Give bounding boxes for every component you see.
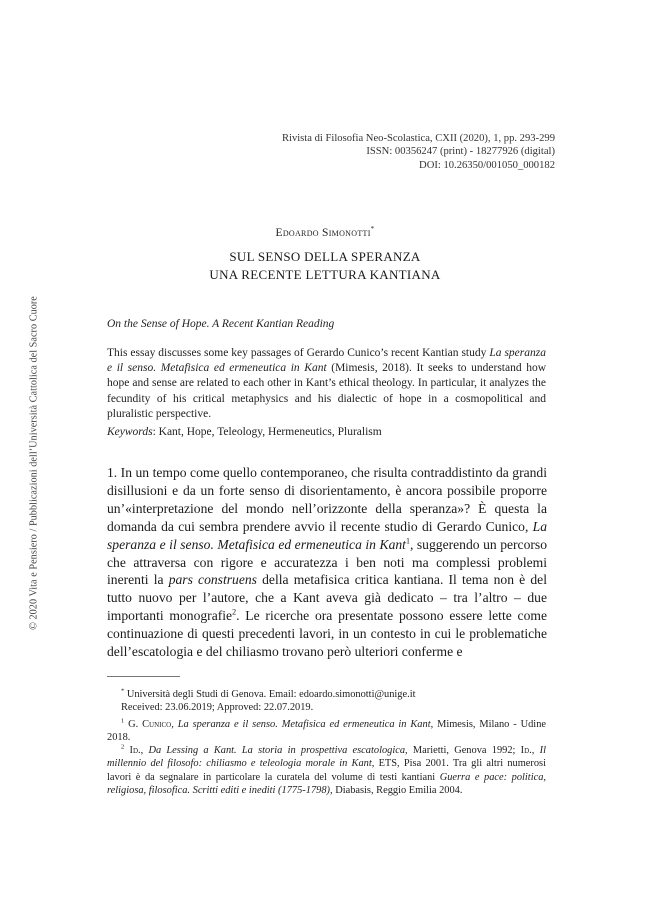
- article-title: [0, 248, 650, 283]
- footnote-1: $^1$ G. Cunico, La speranza e il senso. Metafisica ed ermeneutica in Kant, Mimesis, Milano - Udine 2018.: [107, 717, 546, 744]
- footnote-author: * Università degli Studi di Genova. Email: edoardo.simonotti@unige.it Received: 23.06.2019; Approved: 22.07.2019.: [121, 687, 416, 714]
- abstract: This essay discusses some key passages of Gerardo Cunico’s recent Kantian study La speranza e il senso. Metafisica ed ermeneutica in Kant (Mimesis, 2018). It seeks to understand how hope and sense are related to each other in Kant’s ethical theology. In particular, it analyzes the fecundity of his critical metaphysics and his dialectic of hope in a cosmopolitical and pluralistic perspective.: [107, 347, 546, 420]
- english-title: On the Sense of Hope. A Recent Kantian Reading: [107, 318, 335, 330]
- doi: DOI: 10.26350/001050_000182: [419, 159, 555, 171]
- author-footnote-mark: *: [370, 225, 375, 233]
- footnote-2: $^2$ Id., Da Lessing a Kant. La storia in prospettiva escatologica, Marietti, Genova 1992; Id., Il millennio del filosofo: chiliasmo e teleologia morale in Kant, ETS, Pisa 2001. Tra gli altri numerosi lavori è da segnalare in particolare la curatela del volume di testi kantiani Guerra e pace: politica, religiosa, filosofica. Scritti editi e inediti (1775-1798), Diabasis, Reggio Emilia 2004.: [107, 743, 546, 796]
- author-name: Edoardo Simonotti*: [275, 225, 375, 239]
- body-text: 1. In un tempo come quello contemporaneo, che risulta contraddistinto da grandi disillusioni e da un forte senso di disorientamento, è ancora possibile proporre un’«interpretazione del mondo nell’orizzonte della speranza»? È questa la domanda da cui sembra prendere avvio il recente studio di Gerardo Cunico, La speranza e il senso. Metafisica ed ermeneutica in Kant$^1$, suggerendo un percorso che attraversa con rigore e accuratezza i ben noti ma complessi problemi inerenti la pars construens della metafisica critica kantiana. Il tema non è del tutto nuovo per l’autore, che a Kant aveva già dedicato – tra l’altro – due importanti monografie$^2$. Le ricerche ora presentate possono essere lette come continuazione di questi precedenti lavori, in un contesto in cui le problematiche dell’escatologia e del chiliasmo trovano però ulteriori conferme e: [107, 465, 548, 660]
- title-line-1: SUL SENSO DELLA SPERANZA: [229, 249, 421, 264]
- footnote-ref-1: 1: [405, 536, 410, 546]
- footnote-ref-2: 2: [232, 607, 237, 617]
- journal-header: [282, 132, 555, 172]
- title-line-2: UNA RECENTE LETTURA KANTIANA: [209, 266, 441, 282]
- keywords-label: Keywords: [107, 426, 153, 438]
- footnote-divider: [107, 676, 180, 677]
- keywords: Keywords: Kant, Hope, Teleology, Hermeneutics, Pluralism: [107, 426, 382, 438]
- issn: ISSN: 00356247 (print) - 18277926 (digital): [366, 146, 555, 158]
- journal-citation: Rivista di Filosofia Neo-Scolastica, CXII (2020), 1, pp. 293-299: [281, 133, 555, 144]
